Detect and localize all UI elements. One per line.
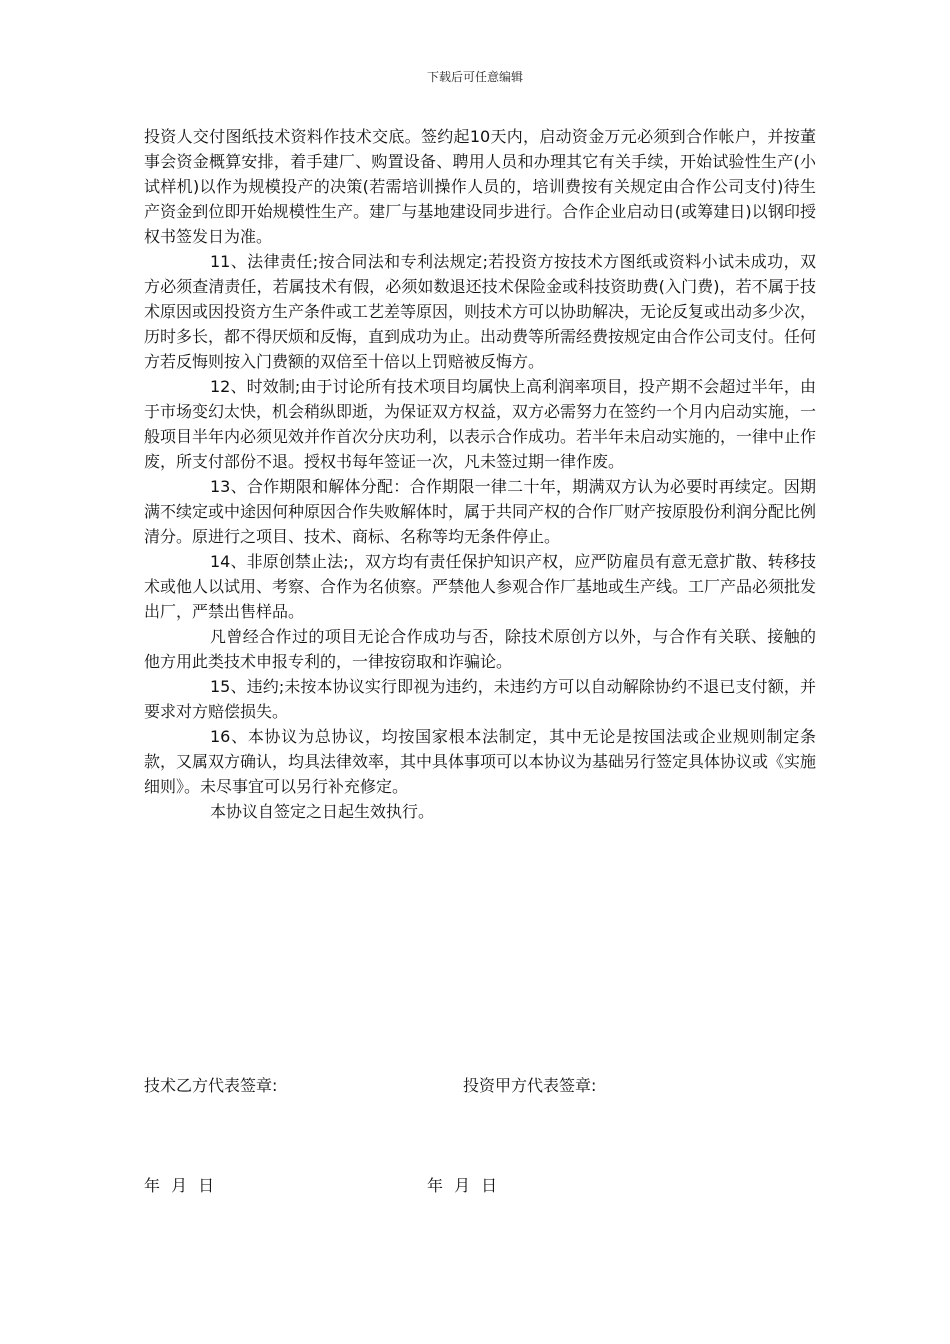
paragraph-general-agreement: 16、本协议为总协议，均按国家根本法制定，其中无论是按国法或企业规则制定条款，又属双方确认，均具法律效率，其中具体事项可以本协议为基础另行签定具体协议或《实施细则》。未尽事宜可以另行补充修定。 [144,727,817,796]
paragraph-breach: 15、违约;未按本协议实行即视为违约，未违约方可以自动解除协约不退已支付额，并要求对方赔偿损失。 [144,677,816,721]
party-a-signature-label: 投资甲方代表签章: [463,1076,597,1095]
paragraph-patent-clause: 凡曾经合作过的项目无论合作成功与否，除技术原创方以外，与合作有关联、接触的他方用此类技术申报专利的，一律按窃取和诈骗论。 [144,627,816,671]
party-a-date: 年 月 日 [427,1176,498,1195]
paragraph-investor-delivery: 投资人交付图纸技术资料作技术交底。签约起10天内，启动资金万元必须到合作帐户，并按董事会资金概算安排，着手建厂、购置设备、聘用人员和办理其它有关手续，开始试验性生产(小试样机)以作为规模投产的决策(若需培训操作人员的，培训费按有关规定由合作公司支付)待生产资金到位即开始规模性生产。建厂与基地建设同步进行。合作企业启动日(或筹建日)以钢印授权书签发日为准。 [144,127,816,246]
paragraph-legal-liability: 11、法律责任;按合同法和专利法规定;若投资方按技术方图纸或资料小试未成功，双方必须查清责任，若属技术有假，必须如数退还技术保险金或科技资助费(入门费)，若不属于技术原因或因投资方生产条件或工艺差等原因，则技术方可以协助解决，无论反复或出动多少次，历时多长，都不得厌烦和反悔，直到成功为止。出动费等所需经费按规定由合作公司支付。任何方若反悔则按入门费额的双倍至十倍以上罚赔被反悔方。 [144,252,817,371]
agreement-body [144,124,816,824]
paragraph-non-original-ban: 14、非原创禁止法;，双方均有责任保护知识产权，应严防雇员有意无意扩散、转移技术或他人以试用、考察、合作为名侦察。严禁他人参观合作厂基地或生产线。工厂产品必须批发出厂，严禁出售样品。 [144,552,817,621]
party-b-signature-label: 技术乙方代表签章: [144,1076,278,1095]
page-header: 下载后可任意编辑 [426,70,523,84]
party-b-date: 年 月 日 [144,1176,215,1195]
paragraph-effective-date: 本协议自签定之日起生效执行。 [210,802,435,821]
paragraph-cooperation-term: 13、合作期限和解体分配：合作期限一律二十年，期满双方认为必要时再续定。因期满不续定或中途因何种原因合作失败解体时，属于共同产权的合作厂财产按原股份利润分配比例清分。原进行之项目、技术、商标、名称等均无条件停止。 [144,477,817,546]
paragraph-time-limit: 12、时效制;由于讨论所有技术项目均属快上高利润率项目，投产期不会超过半年，由于市场变幻太快，机会稍纵即逝，为保证双方权益，双方必需努力在签约一个月内启动实施，一般项目半年内必须见效并作首次分庆功利，以表示合作成功。若半年未启动实施的，一律中止作废，所支付部份不退。授权书每年签证一次，凡未签过期一律作废。 [144,377,817,471]
